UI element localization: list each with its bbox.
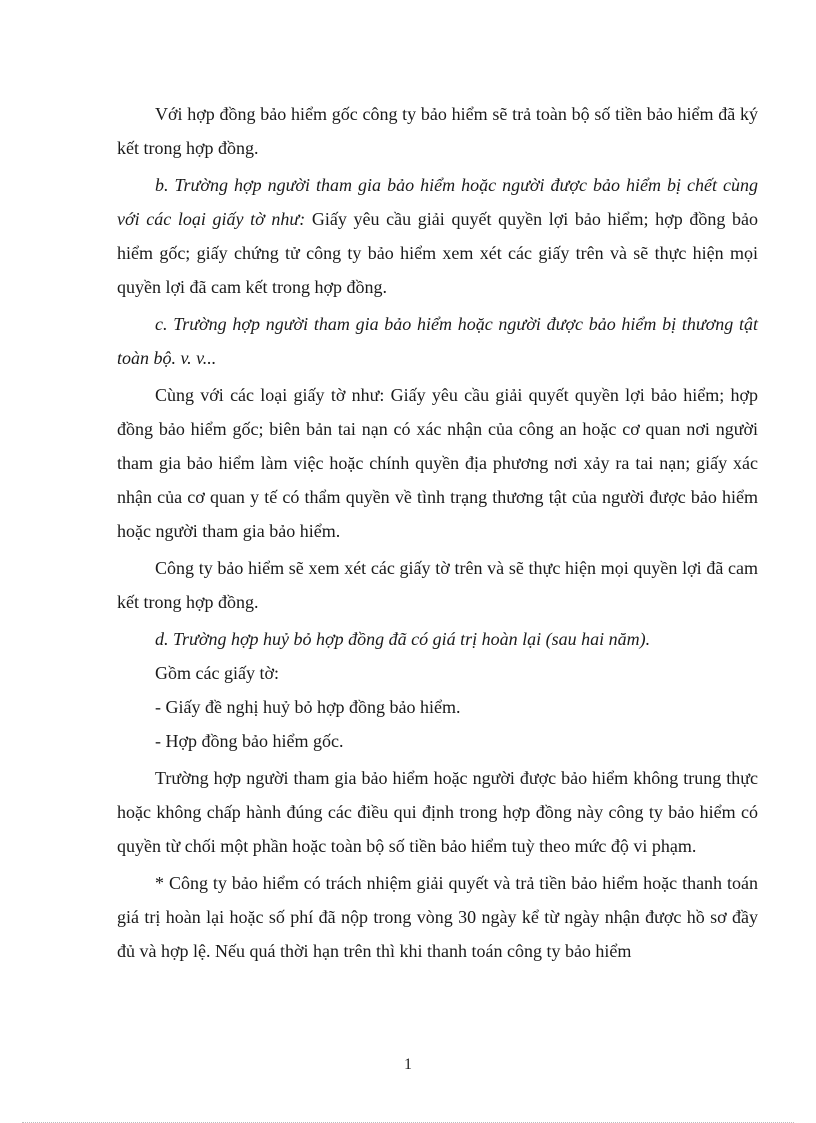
case-b-heading: b. Trường hợp người tham gia bảo hiểm hoặc người được bảo hiểm bị chết cùng với các loại giấy tờ như:	[117, 175, 758, 229]
page-number: 1	[404, 1056, 412, 1073]
list-item-original-contract: - Hợp đồng bảo hiểm gốc.	[155, 731, 344, 751]
list-item-cancellation-request: - Giấy đề nghị huỷ bỏ hợp đồng bảo hiểm.	[155, 697, 461, 717]
paragraph-review: Công ty bảo hiểm sẽ xem xét các giấy tờ trên và sẽ thực hiện mọi quyền lợi đã cam kết trong hợp đồng.	[117, 558, 758, 612]
paragraph-case-c-documents: Cùng với các loại giấy tờ như: Giấy yêu cầu giải quyết quyền lợi bảo hiểm; hợp đồng bảo hiểm gốc; biên bản tai nạn có xác nhận của công an hoặc cơ quan nơi người tham gia bảo hiểm làm việc hoặc chính quyền địa phương nơi xảy ra tai nạn; giấy xác nhận của cơ quan y tế có thẩm quyền về tình trạng thương tật của người được bảo hiểm hoặc người tham gia bảo hiểm.	[117, 385, 758, 541]
paragraph-documents-intro: Gồm các giấy tờ:	[155, 663, 279, 683]
paragraph-payment-obligation: * Công ty bảo hiểm có trách nhiệm giải quyết và trả tiền bảo hiểm hoặc thanh toán giá trị hoàn lại hoặc số phí đã nộp trong vòng 30 ngày kể từ ngày nhận được hồ sơ đầy đủ và hợp lệ. Nếu quá thời hạn trên thì khi thanh toán công ty bảo hiểm	[117, 873, 758, 961]
paragraph-original-contract: Với hợp đồng bảo hiểm gốc công ty bảo hiểm sẽ trả toàn bộ số tiền bảo hiểm đã ký kết trong hợp đồng.	[117, 104, 758, 158]
paragraph-case-b	[117, 168, 758, 304]
paragraph-dishonesty: Trường hợp người tham gia bảo hiểm hoặc người được bảo hiểm không trung thực hoặc không chấp hành đúng các điều qui định trong hợp đồng này công ty bảo hiểm có quyền từ chối một phần hoặc toàn bộ số tiền bảo hiểm tuỳ theo mức độ vi phạm.	[117, 768, 758, 856]
paragraph-case-c: c. Trường hợp người tham gia bảo hiểm hoặc người được bảo hiểm bị thương tật toàn bộ. v. v...	[117, 314, 758, 368]
case-b-text: Giấy yêu cầu giải quyết quyền lợi bảo hiểm; hợp đồng bảo hiểm gốc; giấy chứng tử công ty bảo hiểm xem xét các giấy trên và sẽ thực hiện mọi quyền lợi đã cam kết trong hợp đồng.	[117, 209, 758, 297]
paragraph-case-d: d. Trường hợp huỷ bỏ hợp đồng đã có giá trị hoàn lại (sau hai năm).	[155, 629, 651, 649]
body-text	[117, 97, 758, 968]
